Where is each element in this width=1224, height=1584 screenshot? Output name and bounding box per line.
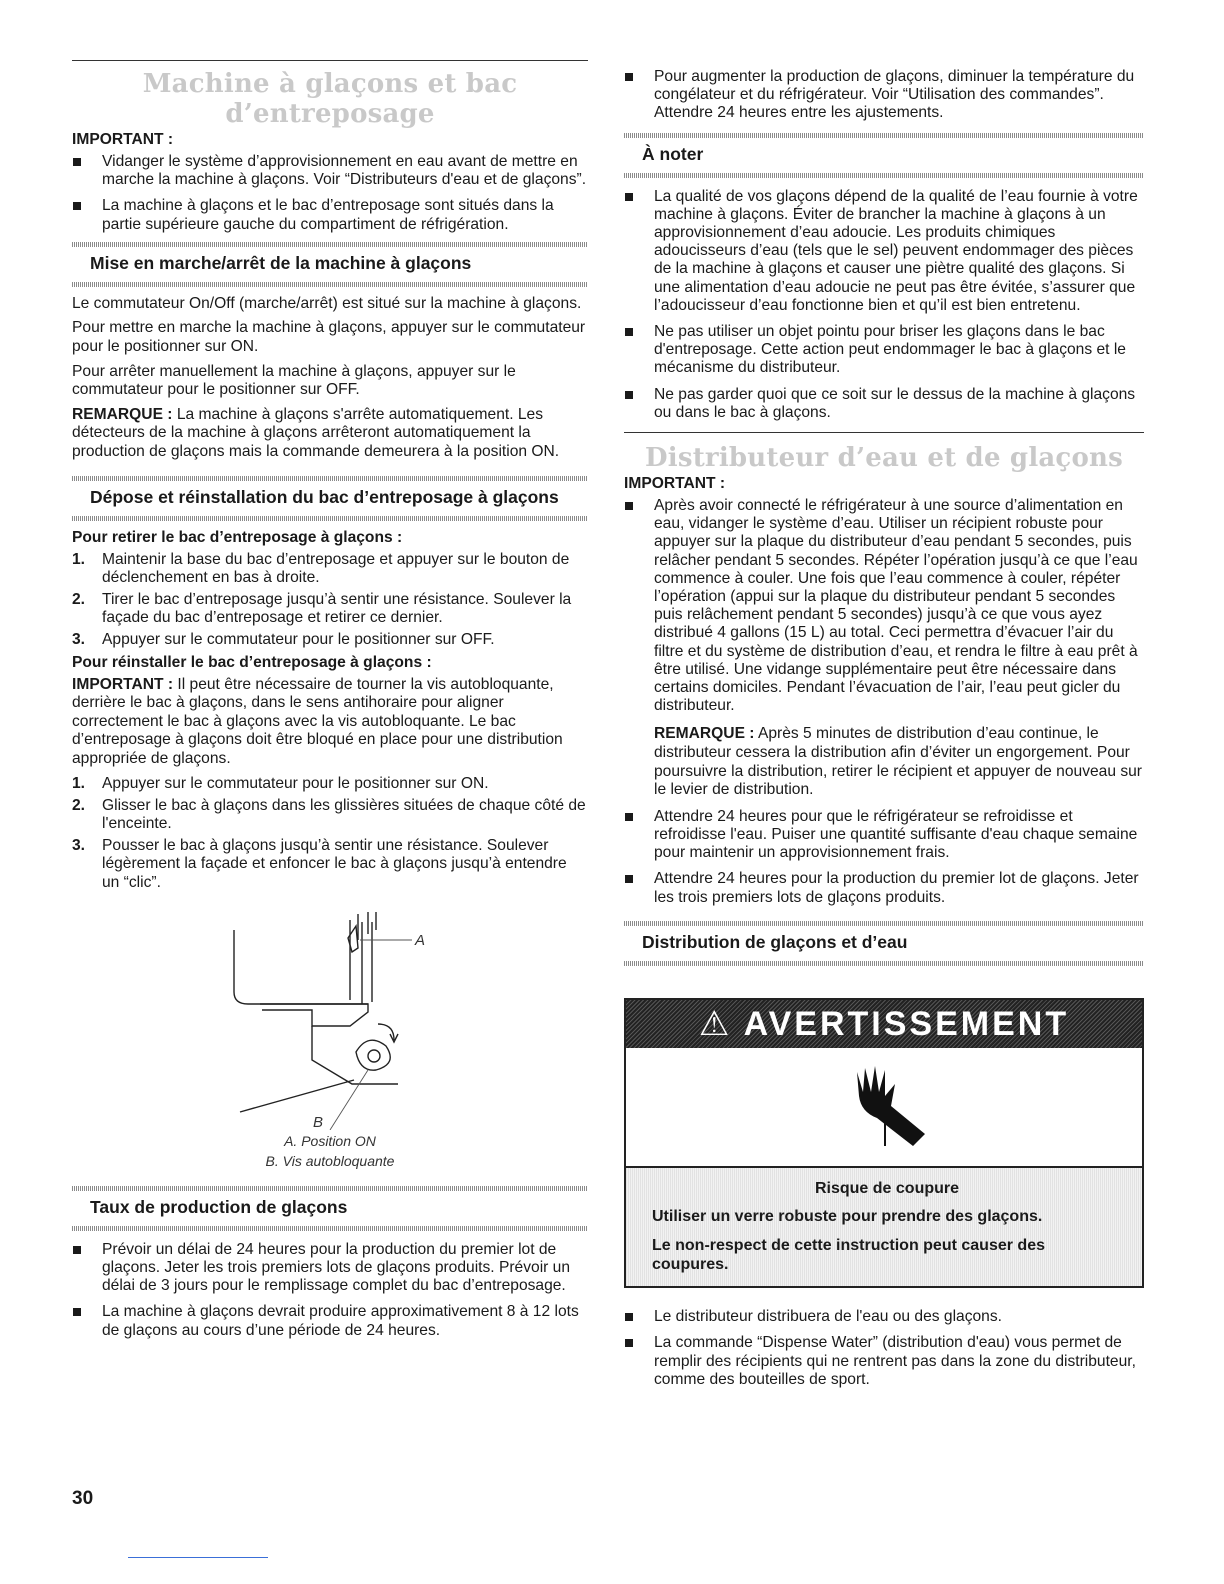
paragraph: Pour mettre en marche la machine à glaçons, appuyer sur le commutateur pour le positionner sur ON. [72,319,586,355]
bullet-square-icon [625,1339,633,1347]
figure-label-b: B [313,1113,324,1130]
warning-line-1: Utiliser un verre robuste pour prendre des glaçons. [652,1208,1043,1226]
hatch-divider [72,516,588,521]
hatch-divider [72,282,588,287]
section-title-dispenser: Distributeur d’eau et de glaçons [645,443,1123,474]
list-item: 2. Glisser le bac à glaçons dans les glissières situées de chaque côté de l'enceinte. [72,796,586,832]
hatch-divider [624,173,1144,178]
warning-risk: Risque de coupure [814,1179,960,1197]
bullet-square-icon [625,1313,633,1321]
hatch-divider [72,1226,588,1231]
remove-steps [72,551,588,650]
reinstall-label: Pour réinstaller le bac d’entreposage à glaçons : [72,653,432,671]
important-list [72,153,588,234]
section-rule [72,60,588,61]
footer-rule [128,1557,268,1558]
bullet-square-icon [625,328,633,336]
list-item: 3. Appuyer sur le commutateur pour le positionner sur OFF. [72,631,495,649]
bullet-square-icon [625,391,633,399]
ice-bin-diagram [72,900,588,1169]
list-item: Attendre 24 heures pour que le réfrigérateur se refroidisse et refroidisse l'eau. Puiser une quantité suffisante d'eau chaque semaine pour maintenir un approvisionnement frais. [624,808,1144,863]
list-item: Le distributeur distribuera de l'eau ou des glaçons. [624,1308,1144,1326]
distribution-list [624,1308,1144,1389]
page-number: 30 [72,1488,94,1509]
list-item: La commande “Dispense Water” (distribution d'eau) vous permet de remplir des récipients qui ne rentrent pas dans la zone du distributeur, comme des bouteilles de sport. [624,1334,1144,1389]
remove-label: Pour retirer le bac d’entreposage à glaçons : [72,528,403,546]
bullet-square-icon [625,73,633,81]
warning-text [626,1168,1142,1286]
bullet-square-icon [73,1308,81,1316]
warning-icon-area [626,1048,1142,1168]
list-item: Ne pas utiliser un objet pointu pour briser les glaçons dans le bac d'entreposage. Cette action peut endommager le bac à glaçons et le mécanisme du distributeur. [624,323,1144,378]
warning-box [624,998,1144,1288]
figure-caption-a: A. Position ON [284,1132,376,1149]
warning-title: AVERTISSEMENT [743,1004,1070,1043]
heading-bin: Dépose et réinstallation du bac d’entreposage à glaçons [90,486,559,507]
important-label: IMPORTANT : [72,131,174,148]
list-item: Après avoir connecté le réfrigérateur à une source d’alimentation en eau, vidanger le système d’eau. Utiliser un récipient robuste pour appuyer sur la plaque du distributeur d’eau pendant 5 secondes, puis relâcher pendant 5 secondes. Répéter l’opération jusqu’à ce que l’eau commence à couler. Une fois que l’eau commence à couler, répéter l’opération (appui sur la plaque du distributeur pendant 5 secondes puis relâchement pendant 5 secondes) jusqu’à ce que vous ayez distribué 4 gallons (15 L) au total. Ceci permettra d’évacuer l’air du filtre et du système de distribution d’eau, et rendra le filtre à eau prêt à être utilisé. Une vidange supplémentaire peut être nécessaire dans certains domiciles. Pendant l’évacuation de l’air, l’eau peut gicler du distributeur. REMARQUE : Après 5 minutes de distribution d’eau continue, le distributeur cessera la distribution afin d’éviter un engorgement. Pour poursuivre la distribution, retirer le récipient et appuyer de nouveau sur le levier de distribution. [624,497,1144,800]
list-item: 3. Pousser le bac à glaçons jusqu’à sentir une résistance. Soulever légèrement la façade et enfoncer le bac à glaçons jusqu’à entendre un “clic”. [72,837,567,891]
paragraph: Pour arrêter manuellement la machine à glaçons, appuyer sur le commutateur pour le positionner sur OFF. [72,362,516,399]
reinstall-steps [72,775,588,892]
paragraph: Le commutateur On/Off (marche/arrêt) est situé sur la machine à glaçons. [72,294,582,312]
heading-distribution: Distribution de glaçons et d’eau [642,931,908,952]
bullet-square-icon [73,202,81,210]
ice-bin-illustration [72,900,588,1130]
top-list [624,68,1144,123]
section-rule [624,432,1144,433]
list-item: 2. Tirer le bac d’entreposage jusqu’à sentir une résistance. Soulever la façade du bac d’entreposage et retirer ce dernier. [72,590,572,627]
left-column [72,60,588,1348]
list-item: La machine à glaçons et le bac d’entreposage sont situés dans la partie supérieure gauche du compartiment de réfrigération. [72,197,588,233]
list-item: Vidanger le système d’approvisionnement en eau avant de mettre en marche la machine à glaçons. Voir “Distributeurs d'eau et de glaçons”. [72,153,588,189]
hatch-divider [624,961,1144,966]
note-list [624,188,1144,422]
bullet-square-icon [73,158,81,166]
bullet-square-icon [625,875,633,883]
list-item: Attendre 24 heures pour la production du premier lot de glaçons. Jeter les trois premiers lots de glaçons produits. [624,870,1144,906]
important-label: IMPORTANT : [624,475,726,493]
dispenser-list [624,497,1144,907]
figure-label-a: A [415,931,426,949]
list-item: La qualité de vos glaçons dépend de la qualité de l’eau fournie à votre machine à glaçons. Éviter de brancher la machine à glaçons à un approvisionnement d’eau adoucie. Les produits chimiques adoucisseurs d’eau (tels que le sel) peuvent endommager des pièces de la machine à glaçons et causer une piètre qualité des glaçons. Si une alimentation d’eau adoucie ne peut pas être évitée, s’assurer que l’adoucisseur d’eau fonctionne bien et qu’il est bien entretenu. [624,188,1144,315]
section-title-ice-maker: Machine à glaçons et bac d’entreposage [142,69,518,129]
warning-triangle-icon: ⚠ [698,1004,733,1043]
list-item: Ne pas garder quoi que ce soit sur le dessus de la machine à glaçons ou dans le bac à glaçons. [624,386,1144,422]
cut-hazard-icon [829,1062,939,1152]
bullet-square-icon [625,813,633,821]
warning-header [626,1000,1142,1048]
remark-paragraph: REMARQUE : Après 5 minutes de distribution d’eau continue, le distributeur cessera la distribution afin d’éviter un engorgement. Pour poursuivre la distribution, retirer le récipient et appuyer de nouveau sur le levier de distribution. [654,725,1143,799]
right-column [624,60,1144,1397]
bullet-square-icon [73,1246,81,1254]
bullet-square-icon [625,193,633,201]
warning-line-2: Le non-respect de cette instruction peut causer des coupures. [652,1237,1045,1273]
figure-caption-b: B. Vis autobloquante [265,1152,395,1169]
heading-note: À noter [642,143,704,164]
list-item: Pour augmenter la production de glaçons, diminuer la température du congélateur et du réfrigérateur. Voir “Utilisation des commandes”. Attendre 24 heures entre les ajustements. [624,68,1144,123]
rate-list [72,1241,588,1340]
heading-onoff: Mise en marche/arrêt de la machine à glaçons [90,252,472,273]
list-item: La machine à glaçons devrait produire approximativement 8 à 12 lots de glaçons au cours d’une période de 24 heures. [72,1303,588,1339]
bullet-square-icon [625,502,633,510]
list-item: 1. Appuyer sur le commutateur pour le positionner sur ON. [72,774,489,792]
list-item: 1. Maintenir la base du bac d’entreposage et appuyer sur le bouton de déclenchement en bas à droite. [72,550,570,586]
heading-rate: Taux de production de glaçons [90,1196,348,1217]
remark-paragraph: REMARQUE : La machine à glaçons s'arrête automatiquement. Les détecteurs de la machine à glaçons arrêteront automatiquement la production de glaçons mais la commande demeurera à la position ON. [72,405,560,460]
list-item: Prévoir un délai de 24 heures pour la production du premier lot de glaçons. Jeter les trois premiers lots de glaçons produits. Prévoir un délai de 3 jours pour le remplissage complet du bac d’entreposage. [72,1241,588,1296]
important-paragraph: IMPORTANT : Il peut être nécessaire de tourner la vis autobloquante, derrière le bac à glaçons, dans le sens antihoraire pour aligner correctement le bac à glaçons avec la vis autobloquante. Le bac d’entreposage à glaçons doit être bloqué en place pour une distribution appropriée de glaçons. [72,675,563,767]
